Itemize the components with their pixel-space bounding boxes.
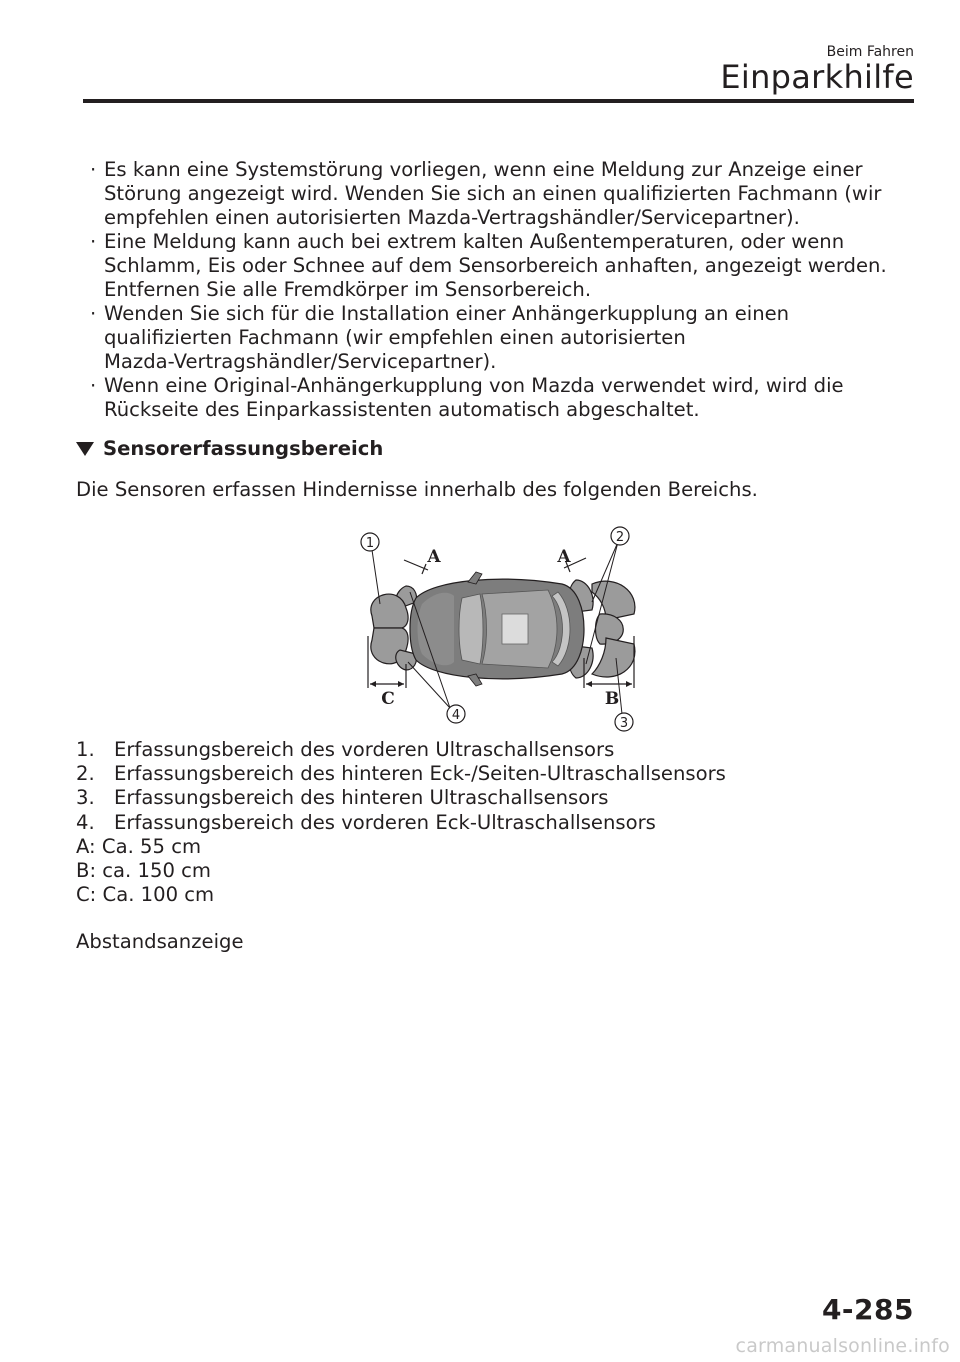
callout-4-label: 4: [451, 708, 461, 723]
watermark: carmanualsonline.info: [735, 1335, 950, 1357]
bullet-list: [74, 158, 904, 422]
dimension-b-label: B: [604, 689, 620, 709]
arrowhead: [370, 681, 376, 687]
legend-number: 1.: [76, 738, 95, 761]
sensor-range-diagram: [330, 518, 650, 740]
legend-item: [76, 762, 726, 786]
distance-a: A: Ca. 55 cm: [76, 834, 202, 858]
legend-number: 2.: [76, 762, 95, 786]
triangle-down-icon: [76, 442, 94, 456]
bullet-text-line: Schlamm, Eis oder Schnee auf dem Sensorbereich anhaften, angezeigt werden.: [104, 254, 887, 277]
rear-lower-zone: [592, 638, 635, 677]
callout-2-label: 2: [615, 530, 625, 545]
bullet-text-line: Es kann eine Systemstörung vorliegen, wenn eine Meldung zur Anzeige einer: [104, 158, 863, 181]
dimension-a-rear-label: A: [557, 547, 571, 567]
page-title: Einparkhilfe: [720, 58, 914, 96]
legend-item: [76, 738, 726, 762]
legend-text: Erfassungsbereich des vorderen Eck-Ultraschallsensors: [114, 810, 656, 834]
bullet-marker: ·: [90, 302, 97, 325]
section-heading: [76, 437, 383, 460]
dimension-a-front-label: A: [427, 547, 441, 567]
intro-paragraph: Die Sensoren erfassen Hindernisse innerhalb des folgenden Bereichs.: [76, 478, 758, 501]
bullet-text-line: Rückseite des Einparkassistenten automatisch abgeschaltet.: [104, 398, 700, 421]
callout-1-label: 1: [365, 536, 375, 551]
distance-b: B: ca. 150 cm: [76, 859, 211, 883]
bullet-text-line: Eine Meldung kann auch bei extrem kalten Außentemperaturen, oder wenn: [104, 230, 845, 253]
bullet-item: [74, 230, 904, 302]
bullet-item: [74, 374, 904, 422]
arrowhead: [626, 681, 632, 687]
car-sunroof: [502, 614, 528, 644]
bullet-text-line: Wenden Sie sich für die Installation einer Anhängerkupplung an einen: [104, 302, 790, 325]
distance-c: C: Ca. 100 cm: [76, 883, 215, 907]
legend-number: 4.: [76, 810, 95, 834]
arrowhead: [398, 681, 404, 687]
page-number: 4-285: [821, 1293, 914, 1326]
legend-number: 3.: [76, 786, 95, 810]
arrowhead: [586, 681, 592, 687]
bullet-item: [74, 302, 904, 374]
bullet-text-line: Wenn eine Original-Anhängerkupplung von Mazda verwendet wird, wird die: [104, 374, 844, 397]
bullet-marker: ·: [90, 230, 97, 253]
car-windshield: [459, 594, 483, 664]
bullet-item: [74, 158, 904, 230]
legend-text: Erfassungsbereich des hinteren Eck-/Seiten-Ultraschallsensors: [114, 762, 726, 786]
bullet-text-line: Mazda-Vertragshändler/Servicepartner).: [104, 350, 497, 373]
section-heading-text: Sensorerfassungsbereich: [103, 437, 384, 460]
next-section-label: Abstandsanzeige: [76, 930, 244, 953]
header-divider: [83, 99, 914, 103]
legend-text: Erfassungsbereich des hinteren Ultraschallsensors: [114, 786, 609, 810]
legend-item: [76, 786, 726, 810]
bullet-text-line: Störung angezeigt wird. Wenden Sie sich an einen qualifizierten Fachmann (wir: [104, 182, 882, 205]
diagram-legend: [76, 738, 726, 907]
bullet-text-line: qualifizierten Fachmann (wir empfehlen einen autorisierten: [104, 326, 686, 349]
header-section-label: Beim Fahren: [826, 44, 914, 60]
callout-3-label: 3: [619, 716, 629, 731]
callout-1-leader: [372, 550, 380, 604]
bullet-marker: ·: [90, 374, 97, 397]
bullet-marker: ·: [90, 158, 97, 181]
bullet-text-line: Entfernen Sie alle Fremdkörper im Sensorbereich.: [104, 278, 592, 301]
legend-item: [76, 811, 726, 835]
dimension-c-label: C: [381, 689, 395, 709]
bullet-text-line: empfehlen einen autorisierten Mazda-Vertragshändler/Servicepartner).: [104, 206, 800, 229]
legend-text: Erfassungsbereich des vorderen Ultraschallsensors: [114, 738, 615, 761]
